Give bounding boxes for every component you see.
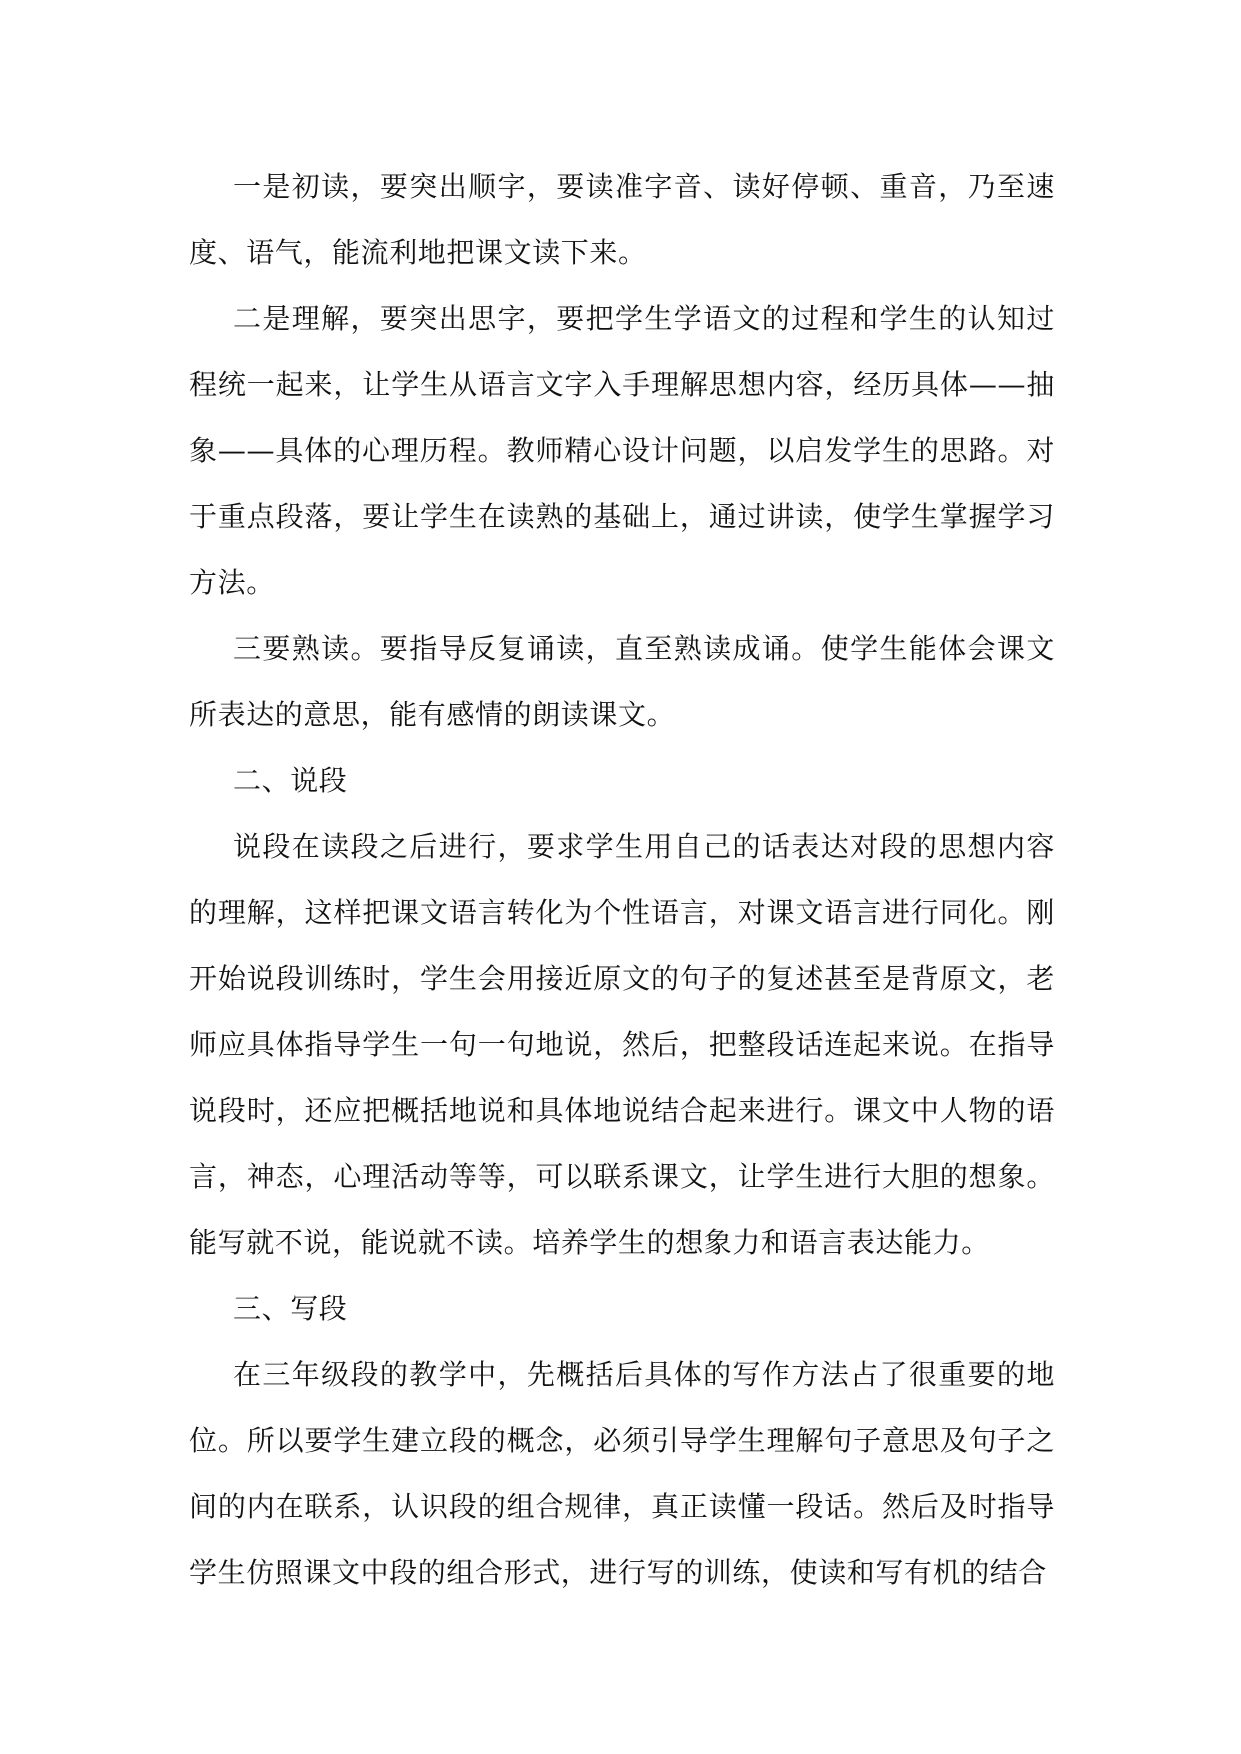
paragraph-fluent-reading: 三要熟读。要指导反复诵读，直至熟读成诵。使学生能体会课文所表达的意思，能有感情的朗读课文。: [189, 632, 1055, 731]
paragraph-understanding: 二是理解，要突出思字，要把学生学语文的过程和学生的认知过程统一起来，让学生从语言文字入手理解思想内容，经历具体——抽象——具体的心理历程。教师精心设计问题，以启发学生的思路。对于重点段落，要让学生在读熟的基础上，通过讲读，使学生掌握学习方法。: [189, 302, 1055, 599]
document-body: [189, 154, 1055, 1606]
section-heading-speaking: 二、说段: [233, 764, 348, 797]
paragraph-speaking: 说段在读段之后进行，要求学生用自己的话表达对段的思想内容的理解，这样把课文语言转化为个性语言，对课文语言进行同化。刚开始说段训练时，学生会用接近原文的句子的复述甚至是背原文，老师应具体指导学生一句一句地说，然后，把整段话连起来说。在指导说段时，还应把概括地说和具体地说结合起来进行。课文中人物的语言，神态，心理活动等等，可以联系课文，让学生进行大胆的想象。能写就不说，能说就不读。培养学生的想象力和语言表达能力。: [189, 830, 1055, 1259]
section-heading-writing: 三、写段: [233, 1292, 348, 1325]
paragraph-initial-reading: 一是初读，要突出顺字，要读准字音、读好停顿、重音，乃至速度、语气，能流利地把课文读下来。: [189, 170, 1055, 269]
paragraph-writing: 在三年级段的教学中，先概括后具体的写作方法占了很重要的地位。所以要学生建立段的概念，必须引导学生理解句子意思及句子之间的内在联系，认识段的组合规律，真正读懂一段话。然后及时指导学生仿照课文中段的组合形式，进行写的训练，使读和写有机的结合: [189, 1358, 1055, 1589]
